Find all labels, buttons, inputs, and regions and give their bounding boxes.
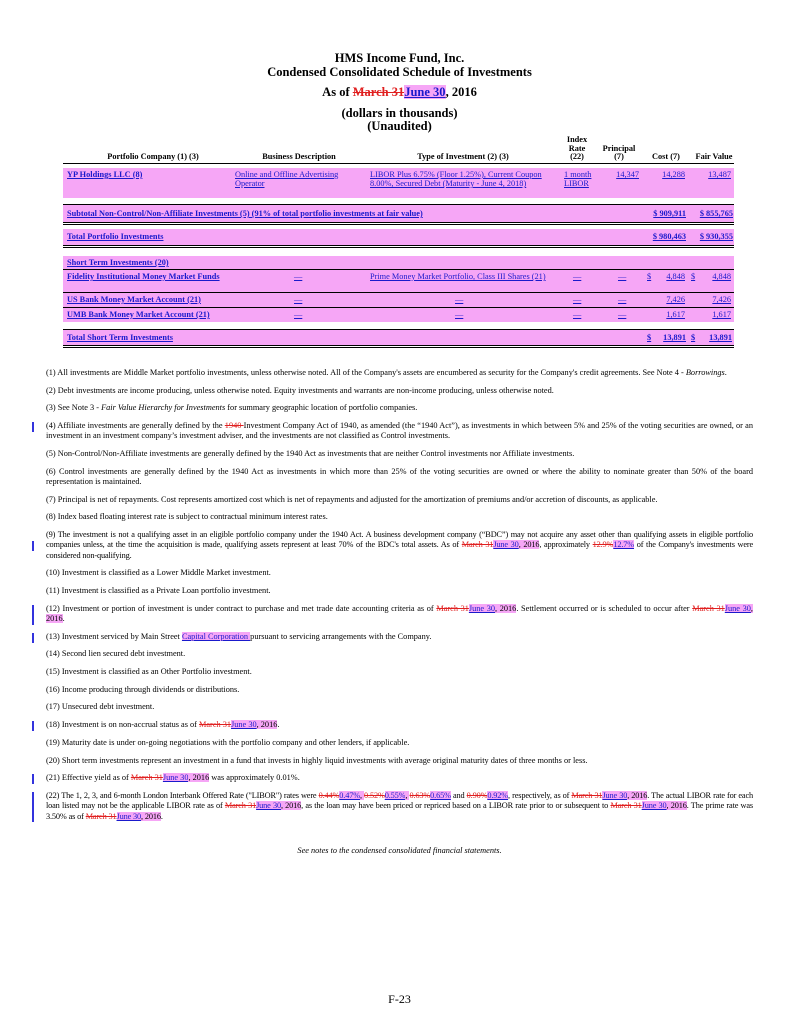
note-text: Investment Company Act of 1940, as amended (the “1940 Act”), as investments in which between 5% and 25% of the voting securities are owned, or an investment in an investment company’s investment adviser, and the investments are not classified as Control investments. xyxy=(46,421,753,441)
col-business: Business Description xyxy=(262,152,336,162)
deleted-text: March 31 xyxy=(692,603,725,613)
usbank-fair: 7,426 xyxy=(712,295,731,304)
as-of-suffix: , 2016 xyxy=(445,85,477,99)
note-text: . The prime rate was 3.50% as of xyxy=(46,801,754,821)
fidelity-type: Prime Money Market Portfolio, Class III Shares (21) xyxy=(370,272,546,281)
inserted-text: 0.47% xyxy=(339,790,360,800)
fidelity-company[interactable]: Fidelity Institutional Money Market Funds xyxy=(67,272,220,281)
schedule-title: Condensed Consolidated Schedule of Investments xyxy=(267,64,532,79)
fidelity-principal: — xyxy=(618,272,627,281)
footnote-4 xyxy=(46,421,753,442)
note-text: for summary geographic location of portfolio companies. xyxy=(225,403,418,413)
deleted-text: March 31 xyxy=(224,801,257,811)
usbank-company[interactable]: US Bank Money Market Account (21) xyxy=(67,295,201,304)
footnote-17: (17) Unsecured debt investment. xyxy=(46,702,155,712)
change-bar xyxy=(32,605,34,625)
deleted-text: 0.52% xyxy=(364,790,385,800)
fidelity-business: — xyxy=(294,272,303,281)
col-rate: Index Rate (22) xyxy=(566,135,588,162)
note-text: was approximately 0.01%. xyxy=(209,773,300,783)
yp-business: Online and Offline Advertising Operator xyxy=(235,170,339,189)
footnote-21 xyxy=(46,773,753,783)
fidelity-rate: — xyxy=(573,272,582,281)
changed-text: , 2016 xyxy=(46,603,753,624)
col-type: Type of Investment (2) (3) xyxy=(417,152,509,162)
deleted-text: 0.44% xyxy=(318,790,340,800)
page-number: F-23 xyxy=(388,992,411,1006)
yp-principal: 14,347 xyxy=(616,170,639,179)
note-text: . xyxy=(724,368,727,377)
change-bar xyxy=(32,792,34,822)
note-text: . xyxy=(62,614,65,624)
investments-table xyxy=(63,133,734,348)
yp-company[interactable]: YP Holdings LLC (8) xyxy=(67,170,143,179)
audit-line: (Unaudited) xyxy=(367,119,432,133)
note-text: (3) See Note 3 - xyxy=(46,403,102,413)
note-text: . The actual LIBOR rate for each loan listed may not be the applicable LIBOR rate as of xyxy=(46,790,753,811)
note-text: and xyxy=(450,790,467,800)
table-row xyxy=(63,229,734,245)
footnote-8: (8) Index based floating interest rate is subject to contractual minimum interest rates. xyxy=(46,512,328,522)
note-text: , as the loan may have been priced or repriced based on a LIBOR rate prior to or subsequent to xyxy=(301,801,611,811)
total-short-fair: 13,891 xyxy=(709,333,732,342)
yp-type: LIBOR Plus 6.75% (Floor 1.25%), Current Coupon 8.00%, Secured Debt (Maturity - June 4, 2018) xyxy=(370,170,542,189)
note-text: (12) Investment or portion of investment is under contract to purchase and met trade date accounting criteria as of xyxy=(46,603,437,613)
table-header-row xyxy=(63,133,734,164)
total-label: Total Portfolio Investments xyxy=(67,232,164,241)
col-cost: Cost (7) xyxy=(652,152,680,162)
note-text: (18) Investment is on non-accrual status as of xyxy=(46,720,199,730)
umb-fair: 1,617 xyxy=(712,310,731,319)
footnote-12 xyxy=(46,604,753,625)
fidelity-fair-sign: $ xyxy=(691,272,696,281)
note-text: (1) All investments are Middle Market portfolio investments, unless otherwise noted. All of the Company's assets are encumbered as security for the Company's credit agreements. See Note 4 - xyxy=(46,368,686,377)
umb-rate: — xyxy=(573,310,582,319)
note-text: , approximately xyxy=(539,540,593,550)
subtotal-fair: $ 855,765 xyxy=(699,209,733,218)
as-of-prefix: As of xyxy=(322,85,353,99)
change-bar xyxy=(32,422,34,432)
footnote-3 xyxy=(46,403,753,413)
total-short-cost-sign: $ xyxy=(647,333,652,342)
yp-fair: 13,487 xyxy=(708,170,731,179)
deleted-text: 0.90% xyxy=(466,790,488,800)
inserted-text: June 30 xyxy=(116,811,142,821)
note-text: (22) The 1, 2, 3, and 6-month London Interbank Offered Rate ("LIBOR") rates were xyxy=(46,790,319,800)
usbank-principal: — xyxy=(618,295,627,304)
change-bar xyxy=(32,541,34,551)
footnote-22 xyxy=(46,791,753,822)
inserted-text: Capital Corporation xyxy=(181,631,251,641)
footnote-20: (20) Short term investments represent an investment in a fund that invests in highly liquid investments with average original maturity dates of three months or less. xyxy=(46,755,588,765)
changed-text: , 2016 xyxy=(256,720,278,730)
fidelity-fair: 4,848 xyxy=(712,272,731,281)
inserted-text: 0.92% xyxy=(487,790,509,800)
umb-business: — xyxy=(294,310,303,319)
inserted-text: 0.55% xyxy=(384,790,406,800)
inserted-text: June 30 xyxy=(162,773,189,783)
changed-text: , xyxy=(405,790,410,800)
footnote-6: (6) Control investments are generally defined by the 1940 Act as investments in which more than 25% of the voting securities are owned or where the ability to nominate greater than 50% of the board representation is maintained. xyxy=(46,466,753,487)
footnote-2: (2) Debt investments are income producing, unless otherwise noted. Equity investments and warrants are non-income producing, unless otherwise noted. xyxy=(46,385,554,395)
fidelity-cost: 4,848 xyxy=(666,272,685,281)
table-row xyxy=(63,168,734,198)
inserted-text: June 30 xyxy=(493,540,519,550)
changed-text: , 2016 xyxy=(280,801,302,811)
document-header xyxy=(0,52,799,134)
deleted-text: 0.63% xyxy=(409,790,431,800)
col-principal: Principal (7) xyxy=(602,143,636,162)
usbank-rate: — xyxy=(573,295,582,304)
footnote-11: (11) Investment is classified as a Private Loan portfolio investment. xyxy=(46,586,271,596)
total-short-fair-sign: $ xyxy=(691,333,696,342)
total-short-cost: 13,891 xyxy=(663,333,686,342)
umb-type: — xyxy=(455,310,464,319)
col-company: Portfolio Company (1) (3) xyxy=(107,152,199,162)
inserted-text: June 30 xyxy=(602,790,628,800)
inserted-text: June 30 xyxy=(256,801,281,811)
deleted-text: March 31 xyxy=(571,790,603,800)
note-text: , respectively, as of xyxy=(508,790,572,800)
deleted-text: March 31 xyxy=(610,801,642,811)
footnote-18 xyxy=(46,720,753,730)
footnotes xyxy=(46,368,753,829)
note-text: . Settlement occurred or is scheduled to occur after xyxy=(516,603,693,613)
deleted-text: March 31 xyxy=(461,540,494,550)
note-text: pursuant to servicing arrangements with the Company. xyxy=(250,631,432,641)
change-bar xyxy=(32,774,34,784)
changed-text: , 2016 xyxy=(188,773,210,783)
inserted-text: June 30 xyxy=(231,720,257,730)
note-text: (9) The investment is not a qualifying asset in an eligible portfolio company under the 1940 Act. A business development company (“BDC”) may not acquire any asset other than qualifying assets in eligible portfolio companies unless, at the time the acquisition is made, qualifying assets represent at least 70% of the BDC's total assets. As of xyxy=(46,530,753,550)
changed-text: , 2016 xyxy=(141,811,161,821)
deleted-text: March 31 xyxy=(436,603,469,613)
note-text: (4) Affiliate investments are generally defined by the xyxy=(46,421,225,431)
table-row xyxy=(63,204,734,222)
deleted-text: 12.9% xyxy=(592,540,614,550)
note-text: . xyxy=(277,720,280,730)
table-row xyxy=(63,308,734,322)
table-row xyxy=(63,270,734,292)
fidelity-cost-sign: $ xyxy=(647,272,652,281)
changed-text: , 2016 xyxy=(495,603,517,613)
total-short-label: Total Short Term Investments xyxy=(67,333,173,342)
footnote-7: (7) Principal is net of repayments. Cost represents amortized cost which is net of repayments and adjusted for the amortization of premiums and/or accretion of discounts, as applicable. xyxy=(46,494,658,504)
umb-principal: — xyxy=(618,310,627,319)
usbank-type: — xyxy=(455,295,464,304)
deleted-text: March 31 xyxy=(199,720,232,730)
inserted-text: June 30 xyxy=(468,603,496,613)
changed-text: , 2016 xyxy=(627,790,648,800)
footnote-5: (5) Non-Control/Non-Affiliate investments are generally defined by the 1940 Act as investments that are neither Control investments nor Affiliate investments. xyxy=(46,449,575,459)
note-italic: Borrowings xyxy=(685,368,725,377)
inserted-text: 0.65% xyxy=(430,790,451,800)
units-line: (dollars in thousands) xyxy=(341,105,458,120)
note-text: (13) Investment serviced by Main Street xyxy=(46,631,182,641)
total-cost: $ 980,463 xyxy=(652,232,686,241)
deleted-text: 1940 xyxy=(224,421,244,431)
company-name: HMS Income Fund, Inc. xyxy=(334,51,465,65)
footnote-10: (10) Investment is classified as a Lower Middle Market investment. xyxy=(46,568,271,578)
deleted-text: March 31 xyxy=(85,811,117,821)
umb-company[interactable]: UMB Bank Money Market Account (21) xyxy=(67,310,210,319)
total-fair: $ 930,355 xyxy=(699,232,733,241)
changed-text: , 2016 xyxy=(666,801,687,811)
note-text: . xyxy=(160,811,163,821)
as-of-inserted: June 30 xyxy=(404,85,446,99)
see-notes: See notes to the condensed consolidated financial statements. xyxy=(297,846,502,855)
short-term-header: Short Term Investments (20) xyxy=(67,258,169,267)
deleted-text: March 31 xyxy=(130,773,163,783)
footnote-16: (16) Income producing through dividends or distributions. xyxy=(46,684,240,694)
changed-text: , xyxy=(359,790,365,800)
inserted-text: June 30 xyxy=(724,603,751,613)
inserted-text: 12.7% xyxy=(613,540,635,550)
footnote-19: (19) Maturity date is under on-going negotiations with the portfolio company and other lenders, if applicable. xyxy=(46,737,410,747)
usbank-business: — xyxy=(294,295,303,304)
yp-cost: 14,288 xyxy=(662,170,685,179)
usbank-cost: 7,426 xyxy=(666,295,685,304)
footnote-15: (15) Investment is classified as an Other Portfolio investment. xyxy=(46,667,252,677)
note-text: of the Company's investments were considered non-qualifying. xyxy=(46,540,753,560)
yp-rate: 1 month LIBOR xyxy=(564,170,592,189)
inserted-text: June 30 xyxy=(641,801,667,811)
subtotal-cost: $ 909,911 xyxy=(653,209,686,218)
col-fair: Fair Value xyxy=(695,152,733,162)
footnote-14: (14) Second lien secured debt investment. xyxy=(46,649,186,659)
as-of-deleted: March 31 xyxy=(352,85,405,99)
footnote-9 xyxy=(46,530,753,561)
table-row xyxy=(63,256,734,269)
change-bar xyxy=(32,721,34,731)
change-bar xyxy=(32,633,34,643)
note-text: (21) Effective yield as of xyxy=(46,773,131,783)
table-row xyxy=(63,329,734,345)
as-of-line xyxy=(0,86,799,100)
note-italic: Fair Value Hierarchy for Investments xyxy=(101,403,226,413)
table-row xyxy=(63,293,734,307)
umb-cost: 1,617 xyxy=(666,310,685,319)
subtotal-label: Subtotal Non-Control/Non-Affiliate Investments (5) (91% of total portfolio investments at fair value) xyxy=(67,209,423,218)
footnote-1 xyxy=(46,368,753,378)
changed-text: , 2016 xyxy=(518,540,540,550)
footnote-13 xyxy=(46,632,753,642)
